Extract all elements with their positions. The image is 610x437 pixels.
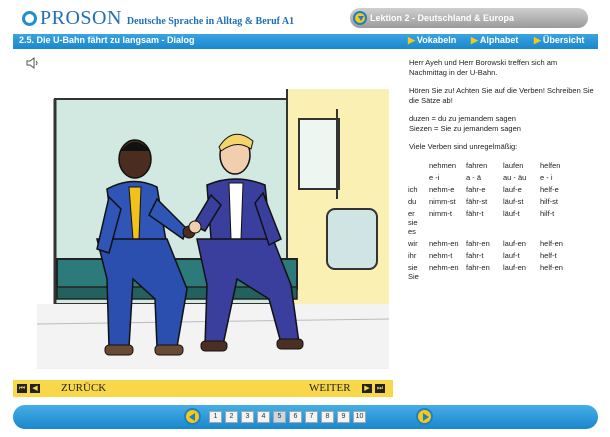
alphabet-label: Alphabet (479, 35, 519, 45)
next-page-button[interactable] (416, 408, 433, 425)
verb-table-row (408, 173, 577, 185)
page-navigation-footer (13, 405, 598, 429)
page-button-3[interactable]: 3 (241, 411, 254, 423)
verb-table-row (408, 263, 577, 284)
arrow-icon: ▶ (534, 35, 541, 45)
siezen-text: Siezen = Sie zu jemandem sagen (409, 123, 521, 133)
lesson-text (409, 58, 594, 284)
logo-subtitle: Deutsche Sprache in Alltag & Beruf A1 (126, 16, 295, 27)
verb-cell: fahr-en (466, 262, 490, 272)
lesson-selector[interactable] (350, 8, 588, 28)
uebersicht-label: Übersicht (542, 35, 585, 45)
page-button-7[interactable]: 7 (305, 411, 318, 423)
verb-cell: au - äu (503, 172, 527, 182)
page-button-6[interactable]: 6 (289, 411, 302, 423)
duzen-siezen (409, 114, 594, 133)
verb-cell: fahr-t (466, 250, 484, 260)
pronoun-cell (408, 173, 429, 185)
proson-logo (22, 7, 294, 30)
verb-table-row (408, 209, 577, 239)
page-button-9[interactable]: 9 (337, 411, 350, 423)
verb-cell: lauf-en (503, 238, 526, 248)
pronoun-cell: sie Sie (408, 262, 419, 281)
prev-page-button[interactable] (184, 408, 201, 425)
next-arrow-icon (423, 413, 429, 421)
last-step-button[interactable]: ⏭ (376, 385, 384, 392)
page-button-4[interactable]: 4 (257, 411, 270, 423)
verb-cell: lauf-e (503, 184, 522, 194)
verb-conjugation-table (408, 161, 577, 284)
verb-cell: lauf-en (503, 262, 526, 272)
verb-cell: fahr-e (466, 184, 486, 194)
subway-illustration (37, 89, 389, 369)
vokabeln-link[interactable] (408, 35, 456, 46)
pronoun-cell: du (408, 196, 417, 206)
step-navigation (13, 380, 393, 397)
app-header (0, 0, 610, 34)
page-list (209, 411, 366, 423)
uebersicht-link[interactable] (534, 35, 584, 46)
verb-cell: läuf-st (503, 196, 524, 206)
logo-text: PROSON (40, 7, 122, 29)
next-step-button[interactable]: ▶ (362, 384, 372, 393)
verb-cell: lauf-t (503, 250, 520, 260)
verb-cell: helf-t (540, 250, 557, 260)
verb-cell: e -i (429, 172, 440, 182)
verb-cell: helfen (540, 160, 561, 170)
verb-table-row (408, 161, 577, 173)
alphabet-link[interactable] (471, 35, 518, 46)
verb-table-row (408, 251, 577, 263)
verb-cell: nehmen (429, 160, 457, 170)
pronoun-cell (408, 161, 429, 173)
verb-cell: helf-en (540, 262, 563, 272)
verb-cell: hilf-t (540, 208, 555, 218)
verb-cell: läuf-t (503, 208, 520, 218)
verb-cell: fahren (466, 160, 488, 170)
dropdown-arrow-icon (353, 11, 367, 25)
verb-table-row (408, 239, 577, 251)
arrow-icon: ▶ (408, 35, 415, 45)
verb-table-row (408, 197, 577, 209)
back-button[interactable]: ZURÜCK (61, 382, 107, 394)
intro-text: Herr Ayeh und Herr Borowski treffen sich am Nachmittag in der U-Bahn. (409, 58, 558, 77)
verb-cell: nimm-st (429, 196, 456, 206)
verb-cell: laufen (503, 160, 524, 170)
speaker-icon[interactable] (26, 57, 40, 69)
verb-cell: e - i (540, 172, 553, 182)
next-button[interactable]: WEITER (309, 382, 351, 394)
verb-cell: fähr-t (466, 208, 484, 218)
verb-cell: nehm-e (429, 184, 455, 194)
verb-cell: hilf-st (540, 196, 558, 206)
duzen-text: duzen = du zu jemandem sagen (409, 114, 516, 123)
page-button-10[interactable]: 10 (353, 411, 366, 423)
page-button-1[interactable]: 1 (209, 411, 222, 423)
verb-cell: a - ä (466, 172, 482, 182)
page-button-5[interactable]: 5 (273, 411, 286, 423)
prev-step-button[interactable]: ◀ (30, 384, 40, 393)
verb-cell: nehm-en (429, 262, 459, 272)
verb-cell: nehm-en (429, 238, 459, 248)
vokabeln-label: Vokabeln (416, 35, 457, 45)
pronoun-cell: wir (408, 238, 418, 248)
pronoun-cell: ich (408, 184, 418, 194)
verb-cell: nehm-t (429, 250, 453, 260)
page-title: 2.5. Die U-Bahn fährt zu langsam - Dialog (19, 35, 195, 45)
verb-cell: nimm-t (429, 208, 452, 218)
logo-ring-icon (22, 11, 37, 26)
verb-cell: helf-en (540, 238, 563, 248)
pronoun-cell: ihr (408, 250, 417, 260)
verbs-heading: Viele Verben sind unregelmäßig: (409, 142, 518, 151)
verb-cell: fahr-en (466, 238, 490, 248)
page-button-2[interactable]: 2 (225, 411, 238, 423)
arrow-icon: ▶ (471, 35, 478, 45)
prev-arrow-icon (189, 413, 195, 421)
instruction-text: Hören Sie zu! Achten Sie auf die Verben! Schreiben Sie die Sätze ab! (409, 86, 594, 105)
first-step-button[interactable]: ⏮ (18, 385, 26, 392)
page-button-8[interactable]: 8 (321, 411, 334, 423)
verb-cell: helf-e (540, 184, 559, 194)
lesson-label: Lektion 2 - Deutschland & Europa (370, 13, 515, 23)
title-bar (13, 34, 598, 49)
pronoun-cell: er sie es (408, 208, 418, 236)
verb-cell: fähr-st (466, 196, 488, 206)
verb-table-row (408, 185, 577, 197)
lesson-content (13, 49, 598, 374)
